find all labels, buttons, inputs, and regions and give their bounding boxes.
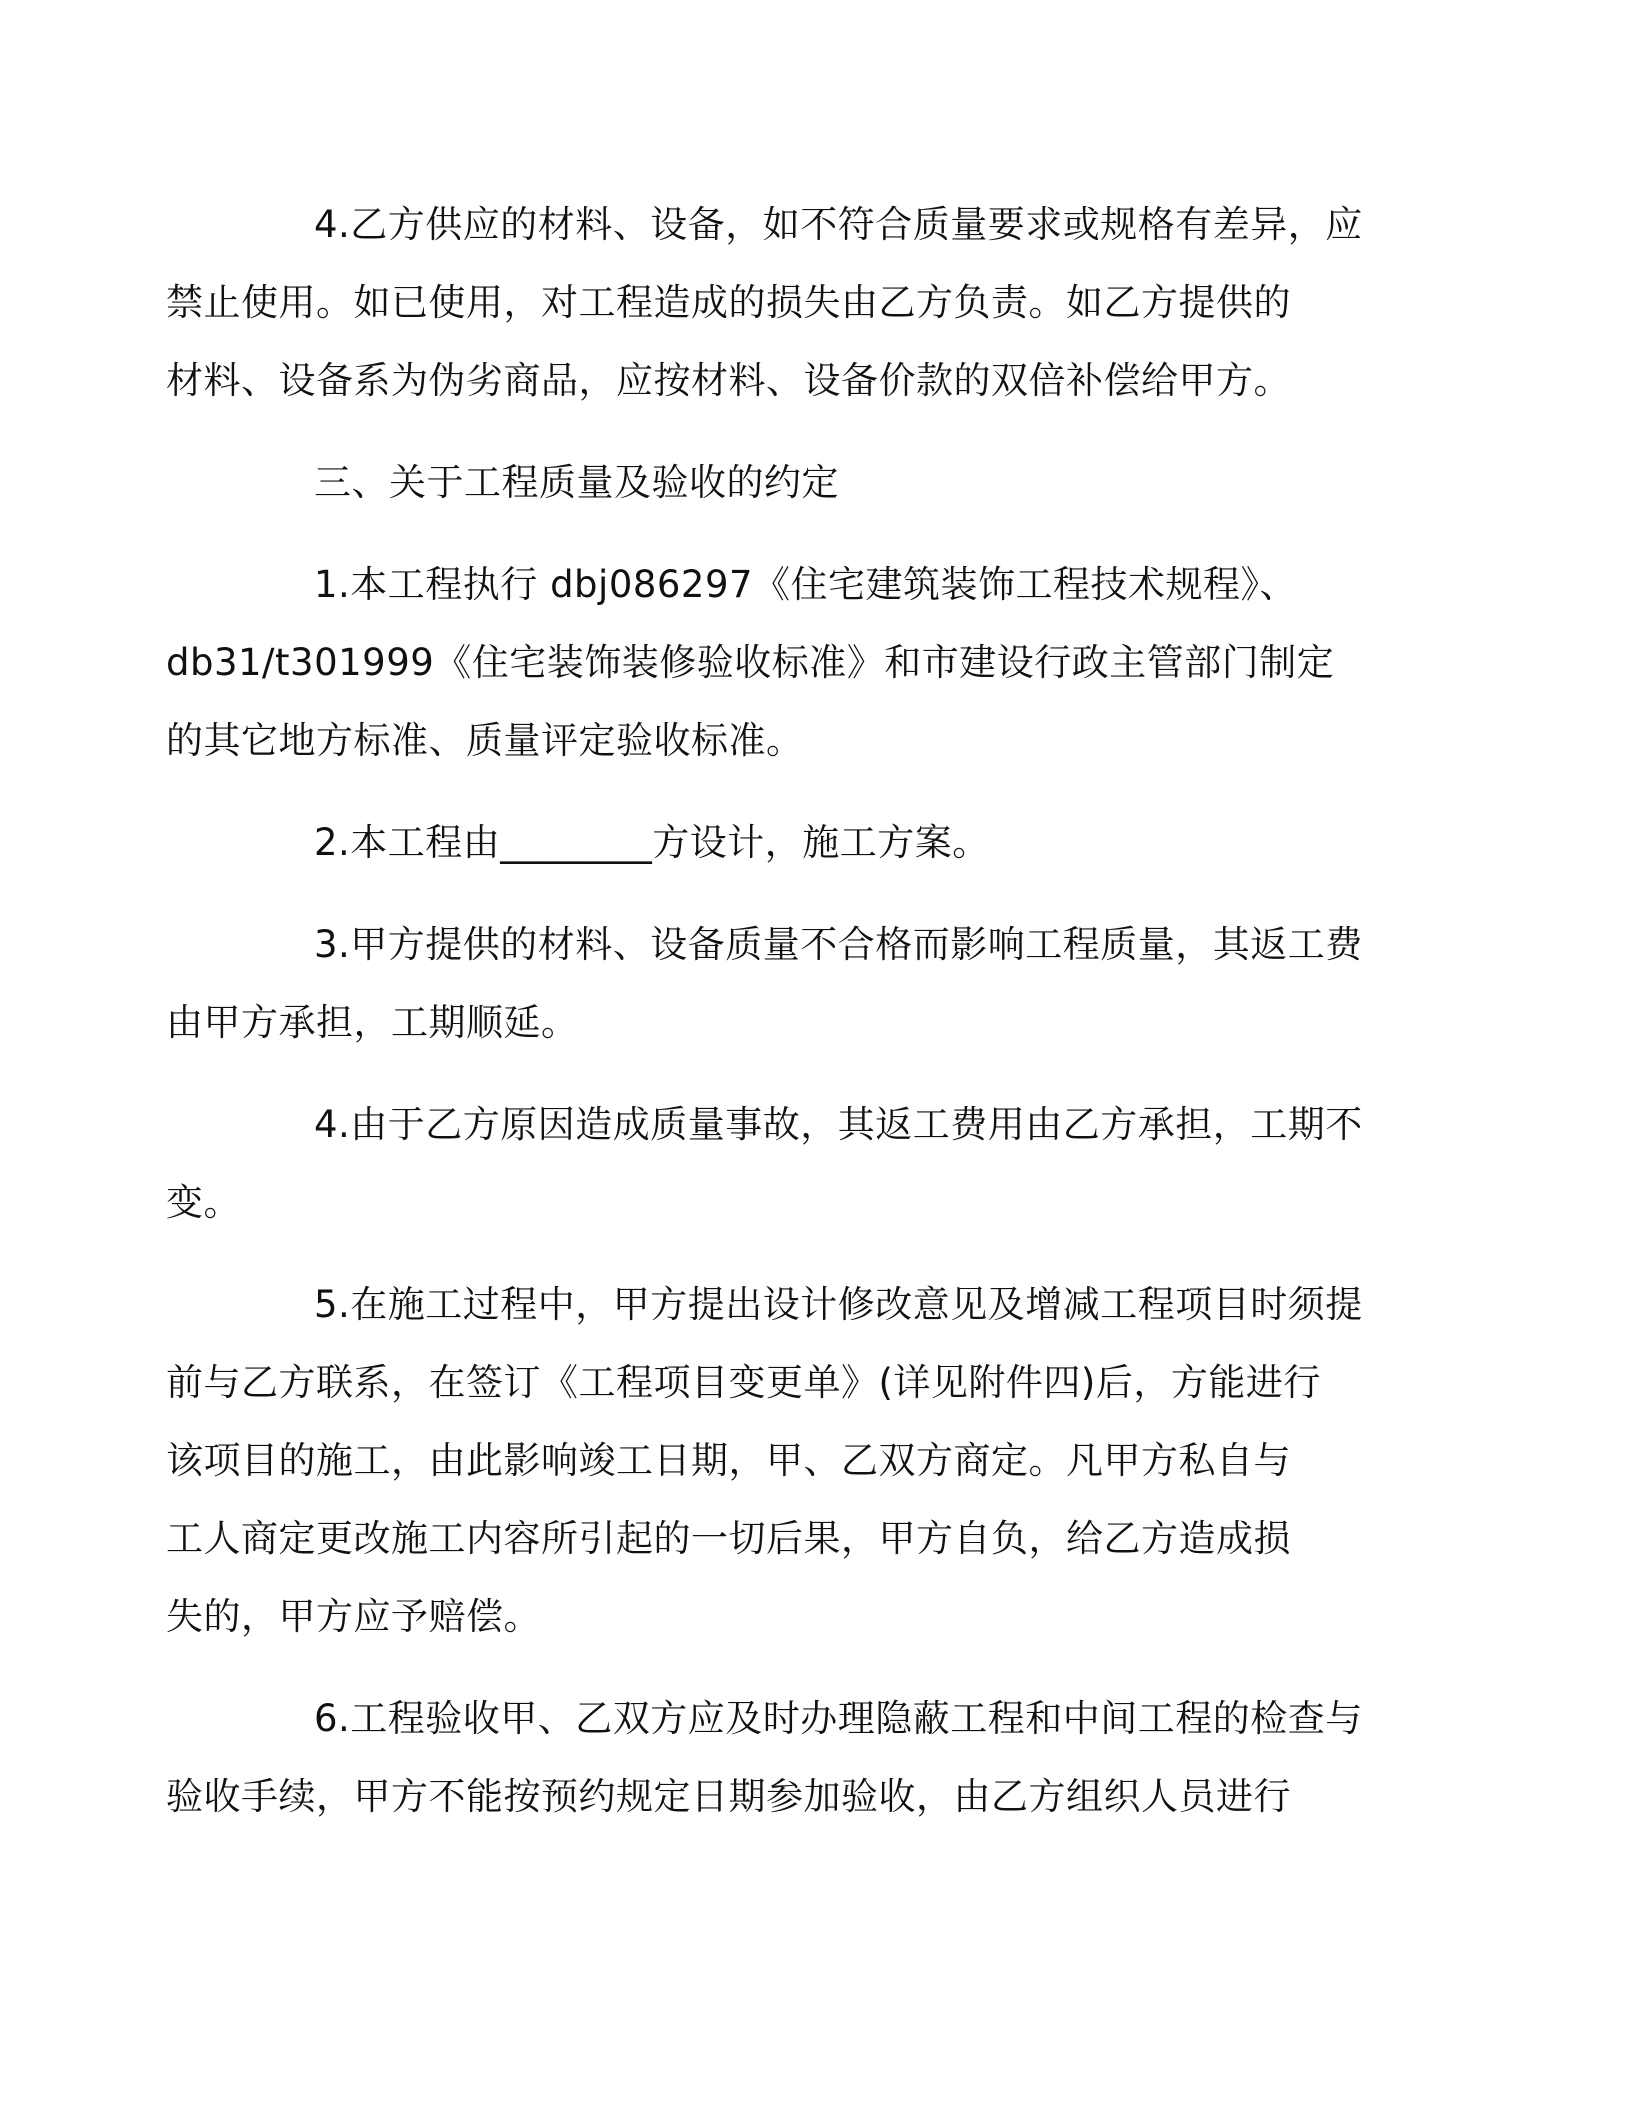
heading-text: 三、关于工程质量及验收的约定	[314, 461, 839, 504]
text-line: 5.在施工过程中，甲方提出设计修改意见及增减工程项目时须提	[314, 1283, 1363, 1326]
text-line: 工人商定更改施工内容所引起的一切后果，甲方自负，给乙方造成损	[166, 1517, 1291, 1560]
text-line: 该项目的施工，由此影响竣工日期，甲、乙双方商定。凡甲方私自与	[166, 1439, 1291, 1482]
text-line: 2.本工程由________方设计，施工方案。	[314, 821, 990, 864]
text-line: db31/t301999《住宅装饰装修验收标准》和市建设行政主管部门制定	[166, 641, 1335, 684]
text-line: 4.由于乙方原因造成质量事故，其返工费用由乙方承担，工期不	[314, 1103, 1363, 1146]
section-heading	[240, 444, 1390, 522]
paragraph-quality-accident	[166, 1086, 1390, 1242]
text-line: 3.甲方提供的材料、设备质量不合格而影响工程质量，其返工费	[314, 923, 1363, 966]
paragraph-design-changes	[166, 1266, 1390, 1656]
text-line: 变。	[166, 1181, 241, 1224]
paragraph-acceptance	[166, 1680, 1390, 1836]
text-line: 1.本工程执行 dbj086297《住宅建筑装饰工程技术规程》、	[314, 563, 1298, 606]
text-line: 4.乙方供应的材料、设备，如不符合质量要求或规格有差异，应	[314, 203, 1363, 246]
text-line: 的其它地方标准、质量评定验收标准。	[166, 719, 804, 762]
text-line: 禁止使用。如已使用，对工程造成的损失由乙方负责。如乙方提供的	[166, 281, 1291, 324]
text-line: 由甲方承担，工期顺延。	[166, 1001, 579, 1044]
paragraph-material-supply	[166, 186, 1390, 420]
paragraph-party-a-materials	[166, 906, 1390, 1062]
text-line: 失的，甲方应予赔偿。	[166, 1595, 541, 1638]
paragraph-standards	[166, 546, 1390, 780]
text-line: 验收手续，甲方不能按预约规定日期参加验收，由乙方组织人员进行	[166, 1775, 1291, 1818]
text-line: 材料、设备系为伪劣商品，应按材料、设备价款的双倍补偿给甲方。	[166, 359, 1291, 402]
text-line: 6.工程验收甲、乙双方应及时办理隐蔽工程和中间工程的检查与	[314, 1697, 1363, 1740]
paragraph-design	[240, 804, 1390, 882]
document-page	[166, 186, 1390, 1860]
text-line: 前与乙方联系，在签订《工程项目变更单》(详见附件四)后，方能进行	[166, 1361, 1321, 1404]
